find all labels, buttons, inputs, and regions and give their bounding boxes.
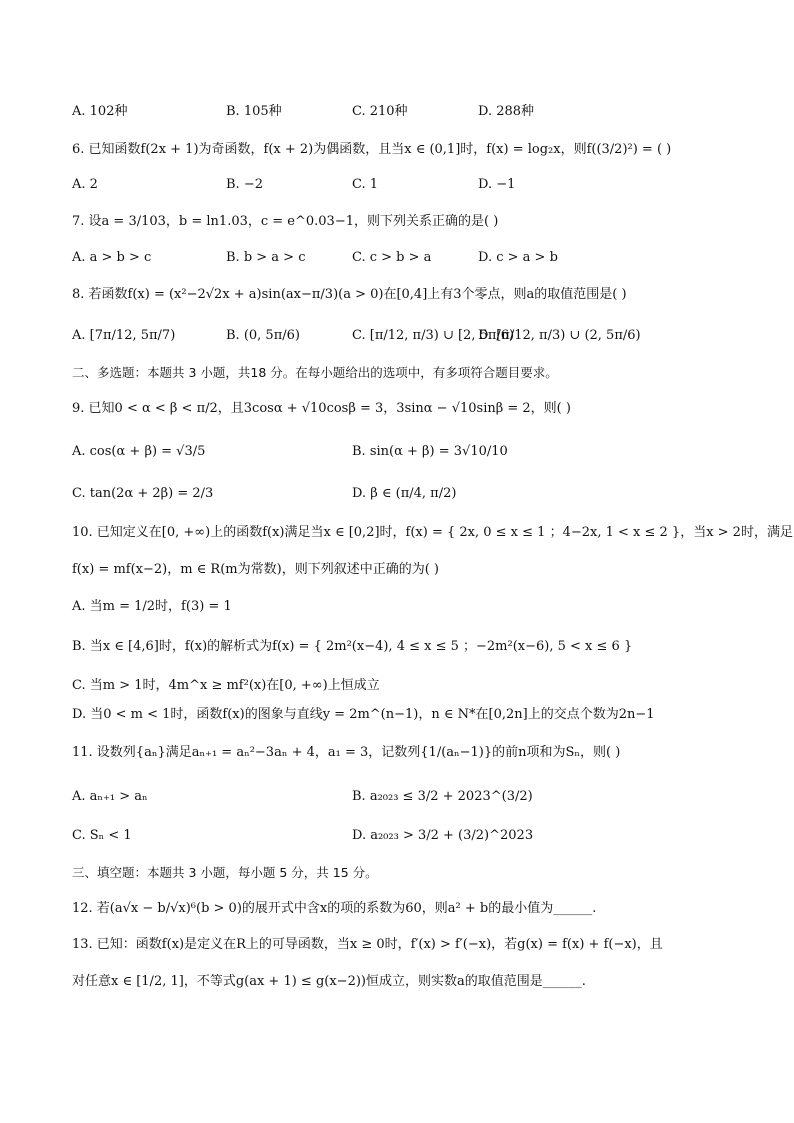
q7-option-b: B. b > a > c: [226, 250, 306, 265]
q6-option-d: D. −1: [478, 177, 516, 192]
q10-option-c: C. 当m > 1时，4m^x ≥ mf²(x)在[0, +∞)上恒成立: [72, 678, 380, 693]
q10-option-b: B. 当x ∈ [4,6]时，f(x)的解析式为f(x) = { 2m²(x−4), 4 ≤ x ≤ 5 ；−2m²(x−6), 5 < x ≤ 6 }: [72, 639, 633, 654]
q11-option-a: A. aₙ₊₁ > aₙ: [72, 789, 148, 804]
q10-option-a: A. 当m = 1/2时，f(3) = 1: [72, 599, 232, 614]
q9-stem: 9. 已知0 < α < β < π/2，且3cosα + √10cosβ = 3，3sinα − √10sinβ = 2，则( ): [72, 401, 571, 416]
q5-option-d: D. 288种: [478, 104, 535, 119]
q7-stem: 7. 设a = 3/103，b = ln1.03，c = e^0.03−1，则下列关系正确的是( ): [72, 214, 499, 229]
q8-option-c: C. [π/12, π/3) ∪ [2, 5π/6): [352, 328, 515, 343]
q13-stem-line1: 13. 已知：函数f(x)是定义在R上的可导函数，当x ≥ 0时，f′(x) > f′(−x)，若g(x) = f(x) + f(−x)，且: [72, 937, 663, 952]
q5-option-c: C. 210种: [352, 104, 408, 119]
section-multi-choice-heading: 二、多选题：本题共 3 小题，共18 分。在每小题给出的选项中，有多项符合题目要求。: [72, 365, 558, 380]
q10-stem-line2: f(x) = mf(x−2)，m ∈ R(m为常数)，则下列叙述中正确的为( ): [72, 562, 439, 577]
q9-option-d: D. β ∈ (π/4, π/2): [352, 486, 457, 501]
q11-stem: 11. 设数列{aₙ}满足aₙ₊₁ = aₙ²−3aₙ + 4，a₁ = 3，记数列{1/(aₙ−1)}的前n项和为Sₙ，则( ): [72, 745, 621, 760]
q8-option-d: D. [π/12, π/3) ∪ (2, 5π/6): [478, 328, 641, 343]
q10-stem-line1: 10. 已知定义在[0, +∞)上的函数f(x)满足当x ∈ [0,2]时，f(x) = { 2x, 0 ≤ x ≤ 1 ；4−2x, 1 < x ≤ 2 }，当x > 2时，满足: [72, 525, 793, 540]
q9-option-b: B. sin(α + β) = 3√10/10: [352, 444, 508, 459]
section-fill-blank-heading: 三、填空题：本题共 3 小题，每小题 5 分，共 15 分。: [72, 865, 378, 880]
q6-option-a: A. 2: [72, 177, 98, 192]
q8-option-b: B. (0, 5π/6): [226, 328, 300, 343]
q5-option-b: B. 105种: [226, 104, 282, 119]
q7-option-c: C. c > b > a: [352, 250, 432, 265]
q11-option-b: B. a₂₀₂₃ ≤ 3/2 + 2023^(3/2): [352, 789, 533, 804]
q6-stem: 6. 已知函数f(2x + 1)为奇函数，f(x + 2)为偶函数，且当x ∈ (0,1]时，f(x) = log₂x，则f((3/2)²) = ( ): [72, 142, 672, 157]
q11-option-c: C. Sₙ < 1: [72, 828, 132, 843]
q7-option-d: D. c > a > b: [478, 250, 558, 265]
q6-option-b: B. −2: [226, 177, 263, 192]
q7-option-a: A. a > b > c: [72, 250, 152, 265]
q10-option-d: D. 当0 < m < 1时，函数f(x)的图象与直线y = 2m^(n−1)，n ∈ N*在[0,2n]上的交点个数为2n−1: [72, 707, 655, 722]
q11-option-d: D. a₂₀₂₃ > 3/2 + (3/2)^2023: [352, 828, 534, 843]
q5-option-a: A. 102种: [72, 104, 128, 119]
q9-option-a: A. cos(α + β) = √3/5: [72, 444, 206, 459]
q12-stem: 12. 若(a√x − b/√x)⁶(b > 0)的展开式中含x的项的系数为60，则a² + b的最小值为______.: [72, 901, 597, 916]
q8-option-a: A. [7π/12, 5π/7): [72, 328, 176, 343]
q6-option-c: C. 1: [352, 177, 379, 192]
q8-stem: 8. 若函数f(x) = (x²−2√2x + a)sin(ax−π/3)(a > 0)在[0,4]上有3个零点，则a的取值范围是( ): [72, 287, 627, 302]
q9-option-c: C. tan(2α + 2β) = 2/3: [72, 486, 214, 501]
q13-stem-line2: 对任意x ∈ [1/2, 1]，不等式g(ax + 1) ≤ g(x−2))恒成立，则实数a的取值范围是______.: [72, 974, 586, 989]
